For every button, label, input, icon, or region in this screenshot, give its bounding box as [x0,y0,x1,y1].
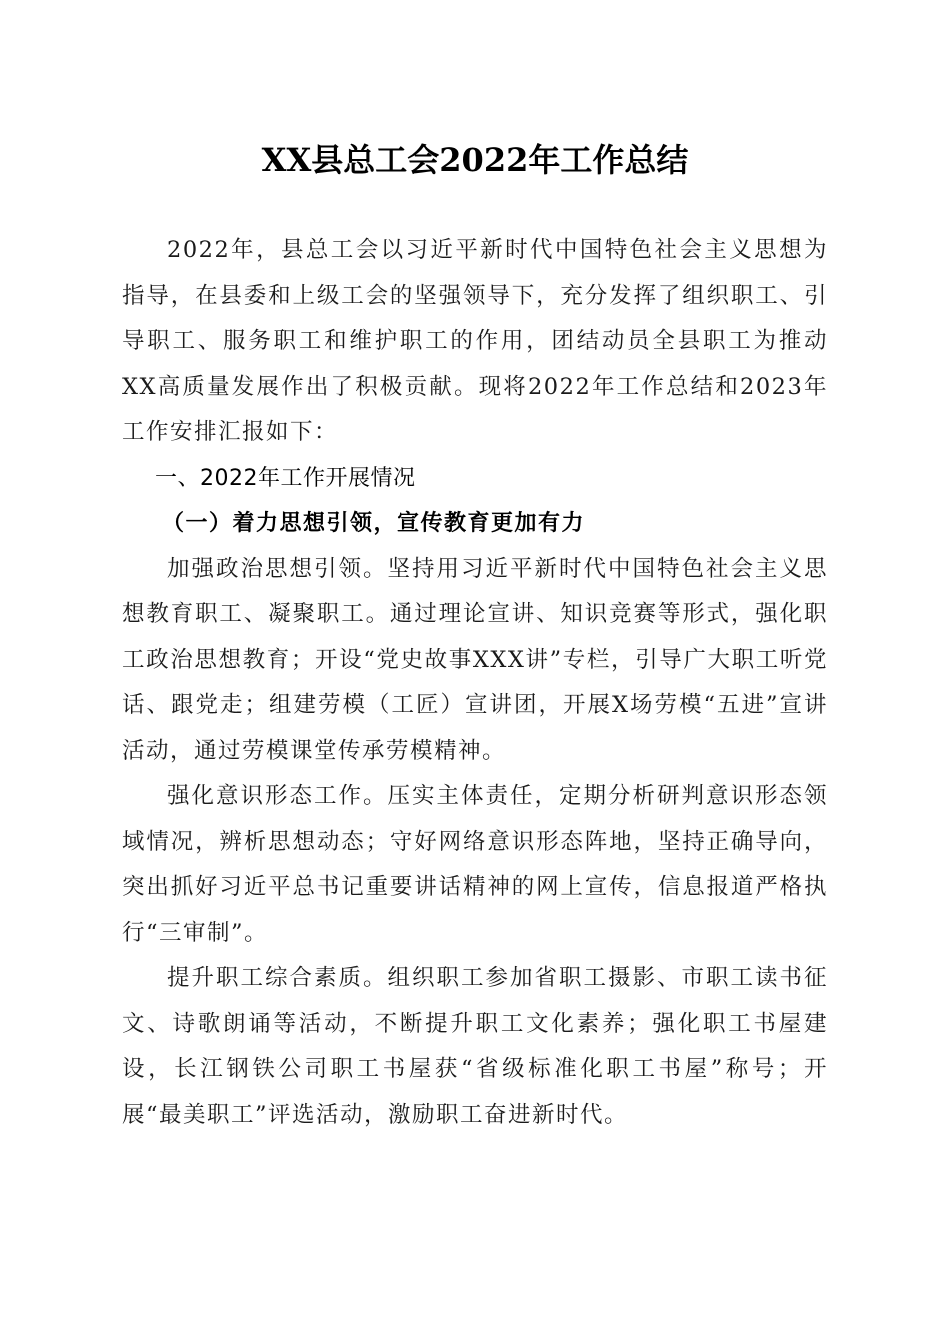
subsection-heading: （一）着力思想引领，宣传教育更加有力 [162,510,586,536]
section-heading: 一、2022年工作开展情况 [155,465,416,491]
body-paragraph: 提升职工综合素质。组织职工参加省职工摄影、市职工读书征文、诗歌朗诵等活动，不断提升职工文化素养；强化职工书屋建设，长江钢铁公司职工书屋获“省级标准化职工书屋”称号；开展“最美职工”评选活动，激励职工奋进新时代。 [122,965,828,1128]
body-paragraph: 加强政治思想引领。坚持用习近平新时代中国特色社会主义思想教育职工、凝聚职工。通过理论宣讲、知识竞赛等形式，强化职工政治思想教育；开设“党史故事XXX讲”专栏，引导广大职工听党话、跟党走；组建劳模（工匠）宣讲团，开展X场劳模“五进”宣讲活动，通过劳模课堂传承劳模精神。 [122,555,828,764]
document-body [122,228,828,1138]
body-paragraph: 强化意识形态工作。压实主体责任，定期分析研判意识形态领域情况，辨析思想动态；守好网络意识形态阵地，坚持正确导向，突出抓好习近平总书记重要讲话精神的网上宣传，信息报道严格执行“三审制”。 [122,783,828,946]
document-title: XX县总工会2022年工作总结 [261,141,689,179]
intro-paragraph: 2022年，县总工会以习近平新时代中国特色社会主义思想为指导，在县委和上级工会的坚强领导下，充分发挥了组织职工、引导职工、服务职工和维护职工的作用，团结动员全县职工为推动XX高质量发展作出了积极贡献。现将2022年工作总结和2023年工作安排汇报如下： [122,237,828,445]
